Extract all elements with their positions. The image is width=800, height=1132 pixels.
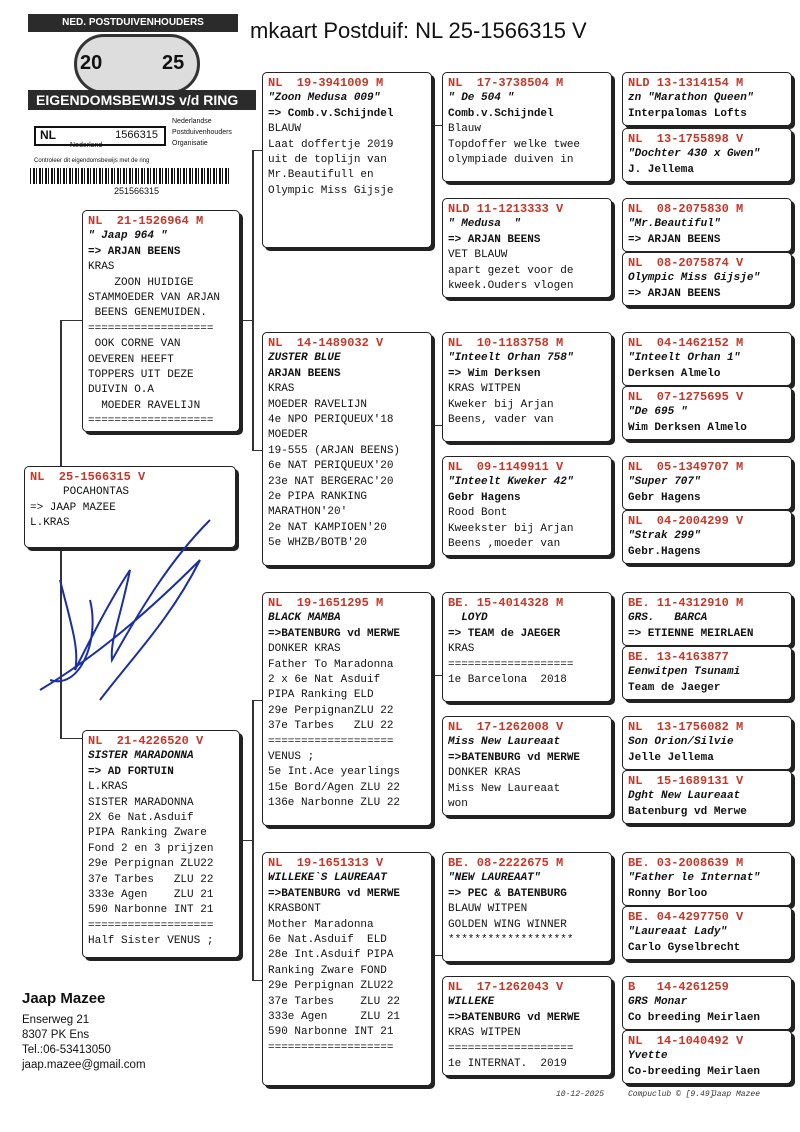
ring-number: NL 25-1566315 V bbox=[30, 470, 146, 484]
pigeon-info-line: 136e Narbonne ZLU 22 bbox=[268, 797, 401, 810]
pigeon-info-line: L.KRAS bbox=[30, 517, 70, 530]
pigeon-info-line: "Inteelt Orhan 758" bbox=[448, 352, 574, 365]
pigeon-card-g4 bbox=[622, 252, 792, 306]
pigeon-card-g16 bbox=[622, 1030, 792, 1084]
ring-number: NL 04-2004299 V bbox=[628, 514, 744, 528]
pigeon-info-line: => ARJAN BEENS bbox=[448, 233, 541, 246]
ring-number: NL 05-1349707 M bbox=[628, 460, 744, 474]
pigeon-info-line: apart gezet voor de bbox=[448, 264, 574, 277]
pigeon-info-line: "Father le Internat" bbox=[628, 872, 761, 885]
pigeon-card-g6 bbox=[622, 386, 792, 440]
pigeon-info-line: 2e PIPA RANKING bbox=[268, 491, 368, 504]
pigeon-info-line: "Inteelt Kweker 42" bbox=[448, 476, 574, 489]
pigeon-info-line: Team de Jaeger bbox=[628, 681, 721, 694]
connector-line bbox=[432, 425, 442, 426]
ring-number: NL 09-1149911 V bbox=[448, 460, 564, 474]
pigeon-card-g2 bbox=[622, 128, 792, 182]
connector-line bbox=[432, 125, 442, 126]
ring-number: BE. 03-2008639 M bbox=[628, 856, 744, 870]
pigeon-info-line: Fond 2 en 3 prijzen bbox=[88, 842, 214, 855]
pigeon-card-g5 bbox=[622, 332, 792, 386]
pigeon-info-line: Beens, vader van bbox=[448, 414, 554, 427]
ring-number: BE. 15-4014328 M bbox=[448, 596, 564, 610]
pigeon-info-line: => AD FORTUIN bbox=[88, 765, 174, 778]
pigeon-info-line: 29e PerpignanZLU 22 bbox=[268, 704, 394, 717]
owner-name: Jaap Mazee bbox=[22, 990, 106, 1007]
pigeon-card-m bbox=[82, 730, 240, 958]
page-title: mkaart Postduif: NL 25-1566315 V bbox=[250, 18, 587, 43]
ring-number: NL 19-1651295 M bbox=[268, 596, 384, 610]
ring-number: NLD 13-1314154 M bbox=[628, 76, 744, 90]
pigeon-info-line: 29e Perpignan ZLU22 bbox=[268, 980, 394, 993]
pigeon-info-line: "Super 707" bbox=[628, 476, 701, 489]
pigeon-info-line: DONKER KRAS bbox=[448, 767, 521, 780]
pigeon-info-line: Laat doffertje 2019 bbox=[268, 138, 394, 151]
pigeon-card-g11 bbox=[622, 716, 792, 770]
pigeon-info-line: Kweekster bij Arjan bbox=[448, 522, 574, 535]
pigeon-info-line: STAMMOEDER VAN ARJAN bbox=[88, 292, 221, 305]
pigeon-info-line: => ARJAN BEENS bbox=[88, 245, 181, 258]
pigeon-info-line: DONKER KRAS bbox=[268, 643, 341, 656]
pigeon-info-line: =>BATENBURG vd MERWE bbox=[268, 627, 401, 640]
footer-author: Jaap Mazee bbox=[712, 1090, 761, 1099]
pigeon-info-line: Co breeding Meirlaen bbox=[628, 1011, 761, 1024]
pigeon-info-line: GRS Monar bbox=[628, 996, 688, 1009]
pigeon-info-line: ******************* bbox=[448, 934, 574, 947]
ring-number: NL 17-3738504 M bbox=[448, 76, 564, 90]
pigeon-info-line: => Comb.v.Schijndel bbox=[268, 107, 394, 120]
pigeon-info-line: KRASBONT bbox=[268, 903, 321, 916]
ring-number: NL 17-1262043 V bbox=[448, 980, 564, 994]
pigeon-info-line: => Wim Derksen bbox=[448, 367, 541, 380]
ring-number: NL 14-1489032 V bbox=[268, 336, 384, 350]
pigeon-info-line: Co-breeding Meirlaen bbox=[628, 1065, 761, 1078]
pigeon-info-line: Eenwitpen Tsunami bbox=[628, 666, 741, 679]
pigeon-info-line: 2X 6e Nat.Asduif bbox=[88, 812, 194, 825]
ring-number: NL 04-1462152 M bbox=[628, 336, 744, 350]
certificate-header: EIGENDOMSBEWIJS v/d RING bbox=[28, 90, 256, 110]
certificate-year-right: 25 bbox=[162, 52, 185, 74]
pigeon-info-line: MARATHON'20' bbox=[268, 506, 348, 519]
pigeon-info-line: BEENS GENEMUIDEN. bbox=[88, 307, 207, 320]
pigeon-info-line: ARJAN BEENS bbox=[268, 367, 341, 380]
pigeon-info-line: "De 695 " bbox=[628, 406, 688, 419]
pigeon-info-line: Yvette bbox=[628, 1050, 668, 1063]
pigeon-card-mmm bbox=[442, 976, 612, 1076]
ring-number: NL 08-2075874 V bbox=[628, 256, 744, 270]
pigeon-info-line: 19-555 (ARJAN BEENS) bbox=[268, 444, 401, 457]
pigeon-info-line: => JAAP MAZEE bbox=[30, 501, 116, 514]
pigeon-info-line: Miss New Laureaat bbox=[448, 736, 561, 749]
pigeon-info-line: GOLDEN WING WINNER bbox=[448, 918, 567, 931]
pigeon-info-line: => PEC & BATENBURG bbox=[448, 887, 567, 900]
pigeon-card-g13 bbox=[622, 852, 792, 906]
pigeon-info-line: => ARJAN BEENS bbox=[628, 287, 721, 300]
pigeon-card-g3 bbox=[622, 198, 792, 252]
ring-number: BE. 08-2222675 M bbox=[448, 856, 564, 870]
certificate-ring-number: 1566315 bbox=[115, 129, 158, 141]
pigeon-card-p1 bbox=[24, 466, 236, 548]
certificate-year-left: 20 bbox=[80, 52, 103, 74]
ring-number: BE. 11-4312910 M bbox=[628, 596, 744, 610]
pigeon-info-line: =================== bbox=[268, 1041, 394, 1054]
owner-email: jaap.mazee@gmail.com bbox=[22, 1059, 146, 1071]
pigeon-info-line: 5e WHZB/BOTB'20 bbox=[268, 537, 368, 550]
ring-number: NL 15-1689131 V bbox=[628, 774, 744, 788]
pigeon-card-ffm bbox=[442, 198, 612, 298]
certificate-country: NL bbox=[40, 128, 56, 142]
certificate-org-lines bbox=[172, 116, 232, 149]
pigeon-info-line: 6e Nat.Asduif ELD bbox=[268, 934, 387, 947]
pigeon-info-line: =>BATENBURG vd MERWE bbox=[448, 751, 581, 764]
pigeon-card-mff bbox=[442, 592, 612, 702]
pigeon-info-line: KRAS WITPEN bbox=[448, 383, 521, 396]
pigeon-card-g8 bbox=[622, 510, 792, 564]
pigeon-info-line: Mr.Beautifull en bbox=[268, 169, 374, 182]
pigeon-info-line: 1e INTERNAT. 2019 bbox=[448, 1058, 567, 1071]
pigeon-card-mm bbox=[262, 852, 432, 1086]
pigeon-card-fmf bbox=[442, 332, 612, 442]
ring-number: NL 07-1275695 V bbox=[628, 390, 744, 404]
pigeon-card-g9 bbox=[622, 592, 792, 646]
pigeon-card-f bbox=[82, 210, 240, 432]
pigeon-card-g14 bbox=[622, 906, 792, 960]
ring-number: NL 17-1262008 V bbox=[448, 720, 564, 734]
pigeon-info-line: =================== bbox=[268, 735, 394, 748]
ring-number: NL 08-2075830 M bbox=[628, 202, 744, 216]
pigeon-info-line: Ronny Borloo bbox=[628, 887, 708, 900]
connector-line bbox=[252, 700, 262, 701]
pigeon-info-line: olympiade duiven in bbox=[448, 154, 574, 167]
pigeon-info-line: Carlo Gyselbrecht bbox=[628, 941, 741, 954]
pigeon-info-line: SISTER MARADONNA bbox=[88, 796, 194, 809]
pigeon-info-line: "Inteelt Orhan 1" bbox=[628, 352, 741, 365]
pigeon-info-line: won bbox=[448, 798, 468, 811]
ring-number: NL 19-1651313 V bbox=[268, 856, 384, 870]
pigeon-info-line: Gebr Hagens bbox=[628, 491, 701, 504]
pigeon-info-line: Blauw bbox=[448, 123, 482, 136]
pigeon-info-line: TOPPERS UIT DEZE bbox=[88, 369, 194, 382]
pigeon-info-line: 2 x 6e Nat Asduif bbox=[268, 674, 381, 687]
pigeon-info-line: ZUSTER BLUE bbox=[268, 352, 341, 365]
pigeon-info-line: Beens ,moeder van bbox=[448, 538, 561, 551]
org-line: Organisatie bbox=[172, 140, 208, 147]
pigeon-info-line: 29e Perpignan ZLU22 bbox=[88, 858, 214, 871]
pigeon-card-g10 bbox=[622, 646, 792, 700]
pigeon-info-line: => TEAM de JAEGER bbox=[448, 627, 561, 640]
pigeon-info-line: "Dochter 430 x Gwen" bbox=[628, 148, 761, 161]
pigeon-info-line: LOYD bbox=[448, 612, 488, 625]
pigeon-info-line: Mother Maradonna bbox=[268, 918, 374, 931]
pigeon-info-line: Topdoffer welke twee bbox=[448, 138, 581, 151]
pigeon-info-line: KRAS bbox=[88, 261, 115, 274]
pigeon-info-line: KRAS bbox=[268, 383, 295, 396]
pigeon-info-line: Interpalomas Lofts bbox=[628, 107, 747, 120]
ring-number: NL 21-4226520 V bbox=[88, 734, 204, 748]
connector-line bbox=[252, 450, 262, 451]
pigeon-info-line: Dght New Laureaat bbox=[628, 790, 741, 803]
pigeon-info-line: Wim Derksen Almelo bbox=[628, 421, 747, 434]
connector-line bbox=[240, 320, 252, 321]
pigeon-info-line: KRAS WITPEN bbox=[448, 1027, 521, 1040]
ring-number: NL 19-3941009 M bbox=[268, 76, 384, 90]
pigeon-info-line: =================== bbox=[88, 415, 214, 428]
pigeon-info-line: OOK CORNE VAN bbox=[88, 338, 181, 351]
connector-line bbox=[252, 150, 262, 151]
pigeon-card-ff bbox=[262, 72, 432, 248]
pigeon-info-line: Kweker bij Arjan bbox=[448, 398, 554, 411]
pigeon-info-line: uit de toplijn van bbox=[268, 154, 387, 167]
pigeon-info-line: "Laureaat Lady" bbox=[628, 926, 728, 939]
pigeon-card-g1 bbox=[622, 72, 792, 126]
pigeon-info-line: WILLEKE`S LAUREAAT bbox=[268, 872, 387, 885]
pigeon-info-line: 4e NPO PERIQUEUX'18 bbox=[268, 414, 394, 427]
pigeon-info-line: " Jaap 964 " bbox=[88, 230, 168, 243]
connector-line bbox=[252, 980, 262, 981]
ring-number: NL 10-1183758 M bbox=[448, 336, 564, 350]
owner-street: Enserweg 21 bbox=[22, 1014, 90, 1026]
pigeon-info-line: OEVEREN HEEFT bbox=[88, 353, 174, 366]
pigeon-info-line: "Mr.Beautiful" bbox=[628, 218, 721, 231]
ring-number: NLD 11-1213333 V bbox=[448, 202, 564, 216]
pigeon-info-line: POCAHONTAS bbox=[30, 486, 130, 499]
connector-line bbox=[432, 955, 442, 956]
footer-software: Compuclub © [9.49] bbox=[628, 1090, 715, 1099]
pigeon-info-line: 333e Agen ZLU 21 bbox=[88, 889, 214, 902]
pigeon-info-line: KRAS bbox=[448, 643, 475, 656]
pigeon-card-fm bbox=[262, 332, 432, 566]
footer-date: 10-12-2025 bbox=[556, 1090, 605, 1099]
pigeon-info-line: Comb.v.Schijndel bbox=[448, 107, 554, 120]
connector-line bbox=[60, 548, 62, 738]
connector-line bbox=[252, 150, 254, 450]
pigeon-info-line: 333e Agen ZLU 21 bbox=[268, 1011, 401, 1024]
pigeon-info-line: BLAUW WITPEN bbox=[448, 903, 528, 916]
ring-number: NL 13-1756082 M bbox=[628, 720, 744, 734]
pigeon-info-line: => ETIENNE MEIRLAEN bbox=[628, 627, 754, 640]
barcode-number: 251566315 bbox=[114, 186, 160, 196]
pigeon-info-line: L.KRAS bbox=[88, 781, 128, 794]
pigeon-info-line: Half Sister VENUS ; bbox=[88, 935, 214, 948]
pigeon-info-line: 15e Bord/Agen ZLU 22 bbox=[268, 781, 401, 794]
pigeon-info-line: 28e Int.Asduif PIPA bbox=[268, 949, 394, 962]
pigeon-card-mf bbox=[262, 592, 432, 826]
connector-line bbox=[60, 738, 82, 739]
pigeon-info-line: 2e NAT KAMPIOEN'20 bbox=[268, 521, 387, 534]
pigeon-info-line: VET BLAUW bbox=[448, 249, 508, 262]
connector-line bbox=[60, 320, 62, 466]
connector-line bbox=[240, 840, 252, 841]
connector-line bbox=[432, 675, 442, 676]
pigeon-info-line: MOEDER RAVELIJN bbox=[88, 399, 201, 412]
pigeon-info-line: "Strak 299" bbox=[628, 530, 701, 543]
pigeon-info-line: Jelle Jellema bbox=[628, 751, 714, 764]
pigeon-info-line: zn "Marathon Queen" bbox=[628, 92, 754, 105]
pigeon-info-line: Ranking Zware FOND bbox=[268, 964, 387, 977]
pigeon-info-line: ZOON HUIDIGE bbox=[88, 276, 194, 289]
pigeon-info-line: SISTER MARADONNA bbox=[88, 750, 194, 763]
pigeon-info-line: 590 Narbonne INT 21 bbox=[268, 1026, 394, 1039]
pigeon-info-line: Rood Bont bbox=[448, 507, 508, 520]
ring-number: NL 21-1526964 M bbox=[88, 214, 204, 228]
pigeon-card-mfm bbox=[442, 716, 612, 816]
certificate-control-text: Controleer dit eigendomsbewijs met de ring bbox=[34, 158, 150, 164]
pigeon-info-line: WILLEKE bbox=[448, 996, 495, 1009]
pigeon-info-line: GRS. BARCA bbox=[628, 612, 708, 625]
pigeon-info-line: BLACK MAMBA bbox=[268, 612, 341, 625]
ring-number: BE. 04-4297750 V bbox=[628, 910, 744, 924]
org-line: Postduivenhouders bbox=[172, 129, 232, 136]
pigeon-info-line: Olympic Miss Gijsje bbox=[268, 184, 394, 197]
pigeon-info-line: Son Orion/Silvie bbox=[628, 736, 734, 749]
certificate-org: NED. POSTDUIVENHOUDERS bbox=[28, 14, 238, 32]
pigeon-info-line: kweek.Ouders vlogen bbox=[448, 280, 574, 293]
pigeon-info-line: MOEDER RAVELIJN bbox=[268, 398, 368, 411]
pigeon-card-fff bbox=[442, 72, 612, 182]
pigeon-info-line: 37e Tarbes ZLU 22 bbox=[268, 720, 394, 733]
pigeon-info-line: 37e Tarbes ZLU 22 bbox=[88, 873, 214, 886]
pigeon-info-line: =================== bbox=[448, 658, 574, 671]
pigeon-info-line: 23e NAT BERGERAC'20 bbox=[268, 475, 394, 488]
pigeon-info-line: 6e NAT PERIQUEUX'20 bbox=[268, 460, 394, 473]
pigeon-card-mmf bbox=[442, 852, 612, 962]
pigeon-card-g12 bbox=[622, 770, 792, 824]
pigeon-info-line: 37e Tarbes ZLU 22 bbox=[268, 995, 401, 1008]
pigeon-info-line: Gebr Hagens bbox=[448, 491, 521, 504]
ring-number: B 14-4261259 bbox=[628, 980, 729, 994]
ring-number: NL 14-1040492 V bbox=[628, 1034, 744, 1048]
pigeon-info-line: => ARJAN BEENS bbox=[628, 233, 721, 246]
pigeon-card-g7 bbox=[622, 456, 792, 510]
pigeon-info-line: Miss New Laureaat bbox=[448, 782, 561, 795]
pigeon-info-line: =================== bbox=[448, 1042, 574, 1055]
ring-number: BE. 13-4163877 bbox=[628, 650, 729, 664]
pigeon-card-fmm bbox=[442, 456, 612, 556]
connector-line bbox=[60, 320, 82, 321]
org-line: Nederlandse bbox=[172, 118, 212, 125]
barcode bbox=[30, 168, 230, 184]
pigeon-info-line: 1e Barcelona 2018 bbox=[448, 674, 567, 687]
certificate-country-full: Nederland bbox=[70, 142, 103, 149]
owner-phone: Tel.:06-53413050 bbox=[22, 1044, 111, 1056]
owner-city: 8307 PK Ens bbox=[22, 1029, 90, 1041]
pigeon-info-line: =>BATENBURG vd MERWE bbox=[268, 887, 401, 900]
ring-certificate bbox=[14, 8, 240, 198]
pigeon-info-line: Gebr.Hagens bbox=[628, 545, 701, 558]
pigeon-info-line: PIPA Ranking Zware bbox=[88, 827, 207, 840]
pigeon-info-line: "Zoon Medusa 009" bbox=[268, 92, 381, 105]
pigeon-info-line: Batenburg vd Merwe bbox=[628, 805, 747, 818]
pigeon-info-line: Father To Maradonna bbox=[268, 658, 394, 671]
pigeon-info-line: "NEW LAUREAAT" bbox=[448, 872, 541, 885]
connector-line bbox=[252, 700, 254, 980]
pigeon-info-line: DUIVIN O.A bbox=[88, 384, 155, 397]
pigeon-info-line: =>BATENBURG vd MERWE bbox=[448, 1011, 581, 1024]
pigeon-info-line: =================== bbox=[88, 919, 214, 932]
pigeon-info-line: " Medusa " bbox=[448, 218, 521, 231]
pigeon-card-g15 bbox=[622, 976, 792, 1030]
pigeon-info-line: VENUS ; bbox=[268, 751, 315, 764]
pigeon-info-line: " De 504 " bbox=[448, 92, 515, 105]
pigeon-info-line: BLAUW bbox=[268, 123, 302, 136]
owner-address bbox=[22, 990, 146, 1073]
pigeon-info-line: 590 Narbonne INT 21 bbox=[88, 904, 214, 917]
pigeon-info-line: 5e Int.Ace yearlings bbox=[268, 766, 401, 779]
pigeon-info-line: PIPA Ranking ELD bbox=[268, 689, 374, 702]
pigeon-info-line: =================== bbox=[88, 322, 214, 335]
pigeon-info-line: Olympic Miss Gijsje" bbox=[628, 272, 761, 285]
pigeon-info-line: Derksen Almelo bbox=[628, 367, 721, 380]
pigeon-info-line: MOEDER bbox=[268, 429, 308, 442]
pigeon-info-line: J. Jellema bbox=[628, 163, 695, 176]
ring-number: NL 13-1755898 V bbox=[628, 132, 744, 146]
